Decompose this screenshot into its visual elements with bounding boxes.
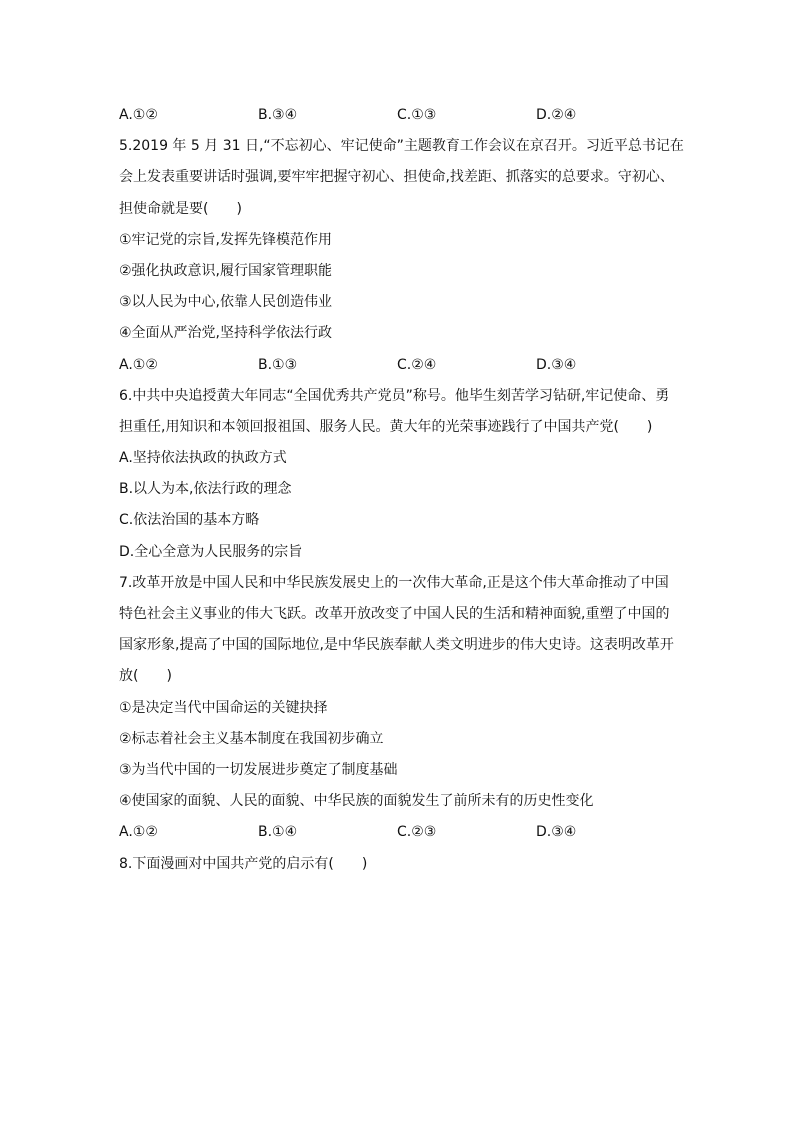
option-b: B.①③ bbox=[258, 356, 298, 373]
statement-3: ③为当代中国的一切发展进步奠定了制度基础 bbox=[119, 761, 398, 778]
option-c: C.②④ bbox=[397, 356, 437, 373]
q4-options bbox=[119, 100, 679, 131]
exam-page bbox=[119, 100, 684, 880]
question-stem-line: 国家形象,提高了中国的国际地位,是中华民族奉献人类文明进步的伟大史诗。这表明改革开 bbox=[119, 637, 674, 654]
question-stem-line: 6.中共中央追授黄大年同志“全国优秀共产党员”称号。他毕生刻苦学习钻研,牢记使命、勇 bbox=[119, 387, 670, 404]
question-stem-line: 7.改革开放是中国人民和中华民族发展史上的一次伟大革命,正是这个伟大革命推动了中国 bbox=[119, 574, 669, 591]
question-6 bbox=[119, 381, 679, 568]
statement-4: ④使国家的面貌、人民的面貌、中华民族的面貌发生了前所未有的历史性变化 bbox=[119, 793, 594, 810]
option-a: A.①② bbox=[119, 356, 158, 373]
q7-options bbox=[119, 817, 679, 848]
choice-b: B.以人为本,依法行政的理念 bbox=[119, 481, 292, 498]
option-b: B.③④ bbox=[258, 107, 298, 123]
statement-3: ③以人民为中心,依靠人民创造伟业 bbox=[119, 294, 333, 311]
option-c: C.②③ bbox=[397, 824, 437, 841]
option-a: A.①② bbox=[119, 107, 158, 123]
option-a: A.①② bbox=[119, 824, 158, 841]
question-5 bbox=[119, 131, 684, 381]
option-c: C.①③ bbox=[397, 107, 437, 123]
question-stem-line: 放( ) bbox=[119, 668, 172, 685]
statement-2: ②标志着社会主义基本制度在我国初步确立 bbox=[119, 730, 384, 747]
question-8 bbox=[119, 849, 679, 880]
question-stem-line: 5.2019 年 5 月 31 日,“不忘初心、牢记使命”主题教育工作会议在京召开。习近平总书记在 bbox=[119, 138, 684, 155]
option-d: D.②④ bbox=[536, 107, 577, 123]
question-stem-line: 特色社会主义事业的伟大飞跃。改革开放改变了中国人民的生活和精神面貌,重塑了中国的 bbox=[119, 606, 670, 622]
statement-4: ④全面从严治党,坚持科学依法行政 bbox=[119, 325, 333, 342]
option-b: B.①④ bbox=[258, 824, 298, 841]
option-d: D.③④ bbox=[536, 356, 577, 373]
statement-2: ②强化执政意识,履行国家管理职能 bbox=[119, 262, 333, 279]
q5-options bbox=[119, 350, 679, 381]
statement-1: ①是决定当代中国命运的关键抉择 bbox=[119, 699, 328, 716]
question-stem-line: 担使命就是要( ) bbox=[119, 200, 242, 217]
question-stem-line: 8.下面漫画对中国共产党的启示有( ) bbox=[119, 855, 368, 872]
question-stem-line: 担重任,用知识和本领回报祖国、服务人民。黄大年的光荣事迹践行了中国共产党( ) bbox=[119, 418, 653, 435]
choice-d: D.全心全意为人民服务的宗旨 bbox=[119, 543, 303, 560]
choice-c: C.依法治国的基本方略 bbox=[119, 512, 260, 529]
choice-a: A.坚持依法执政的执政方式 bbox=[119, 450, 287, 467]
option-d: D.③④ bbox=[536, 824, 577, 841]
question-7 bbox=[119, 568, 679, 849]
statement-1: ①牢记党的宗旨,发挥先锋模范作用 bbox=[119, 231, 333, 248]
question-stem-line: 会上发表重要讲话时强调,要牢牢把握守初心、担使命,找差距、抓落实的总要求。守初心、 bbox=[119, 169, 674, 186]
